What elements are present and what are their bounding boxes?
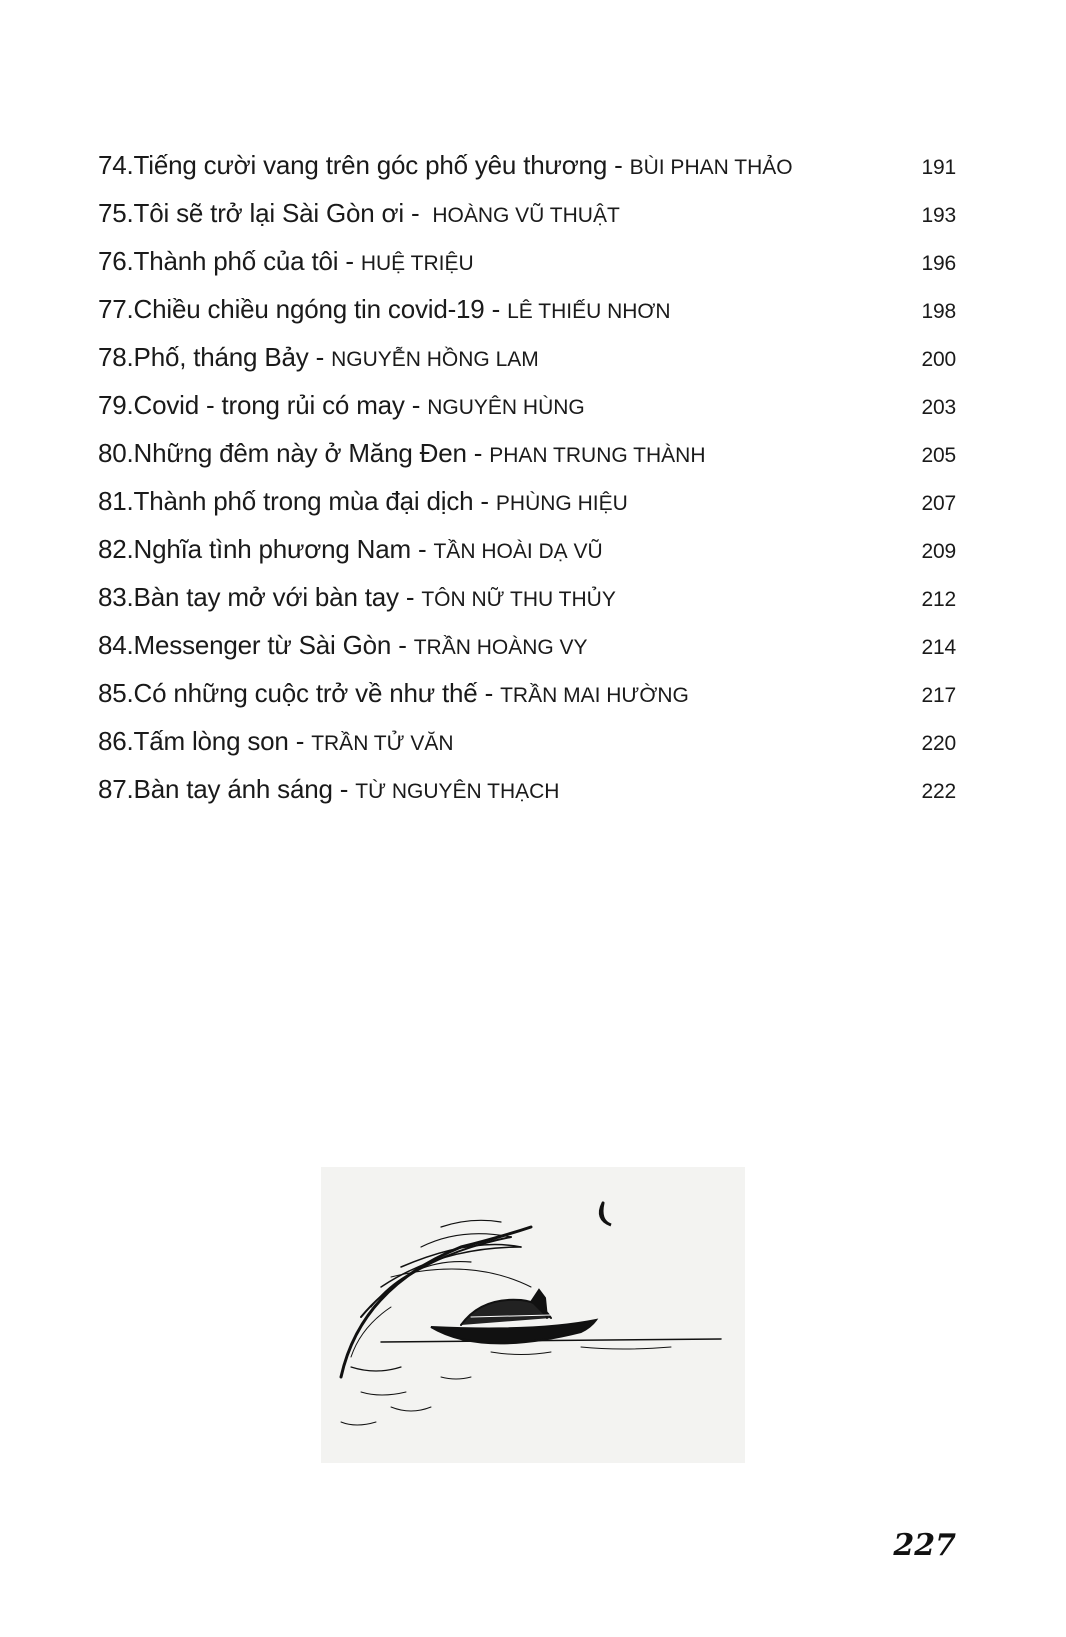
toc-entry-page: 200	[921, 348, 956, 371]
toc-entry-author: TÔN NỮ THU THỦY	[421, 588, 616, 611]
toc-entry-author: BÙI PHAN THẢO	[629, 156, 793, 179]
toc-entry	[98, 774, 958, 822]
toc-entry-title: Nghĩa tình phương Nam	[133, 534, 411, 564]
toc-entry-author: TỪ NGUYÊN THẠCH	[355, 780, 560, 803]
toc-entry-separator: -	[308, 342, 332, 372]
ink-sketch-illustration	[321, 1167, 745, 1463]
toc-entry-author: PHÙNG HIỆU	[495, 492, 628, 515]
toc-entry-separator: -	[332, 774, 356, 804]
toc-entry-number: 75.	[98, 198, 134, 228]
toc-entry-title: Phố, tháng Bảy	[133, 342, 309, 372]
toc-entry-author: TRẦN MAI HƯỜNG	[500, 684, 689, 707]
toc-entry	[98, 726, 958, 774]
toc-entry-page: 203	[921, 396, 956, 419]
toc-entry-number: 76.	[98, 246, 134, 276]
toc-entry-separator: -	[410, 534, 434, 564]
toc-entry	[98, 246, 958, 294]
toc-entry-number: 83.	[98, 582, 134, 612]
toc-entry-separator: -	[484, 294, 508, 324]
toc-entry-author: PHAN TRUNG THÀNH	[489, 444, 706, 467]
toc-entry	[98, 534, 958, 582]
toc-entry-page: 205	[921, 444, 956, 467]
toc-entry	[98, 582, 958, 630]
toc-entry-number: 82.	[98, 534, 134, 564]
toc-entry-number: 84.	[98, 630, 134, 660]
toc-entry-number: 78.	[98, 342, 134, 372]
toc-entry-number: 77.	[98, 294, 134, 324]
toc-entry-author: LÊ THIẾU NHƠN	[507, 300, 671, 323]
toc-entry-separator: -	[391, 630, 414, 660]
toc-entry-title: Những đêm này ở Măng Đen	[133, 438, 467, 468]
ink-sketch-boat-icon	[321, 1167, 745, 1463]
toc-entry-number: 74.	[98, 150, 134, 180]
toc-entry-author: NGUYÊN HÙNG	[427, 396, 585, 419]
toc-entry	[98, 150, 958, 198]
toc-entry-separator: -	[477, 678, 501, 708]
toc-entry-title: Tôi sẽ trở lại Sài Gòn ơi	[133, 198, 404, 228]
toc-entry-number: 86.	[98, 726, 134, 756]
toc-entry-title: Thành phố của tôi	[133, 246, 339, 276]
toc-entry-page: 196	[921, 252, 956, 275]
toc-entry	[98, 678, 958, 726]
toc-entry-page: 217	[921, 684, 956, 707]
toc-entry-page: 222	[921, 780, 956, 803]
toc-entry-separator: -	[338, 246, 361, 276]
toc-entry-separator: -	[404, 390, 428, 420]
toc-entry-separator: -	[403, 198, 427, 228]
toc-entry-author: TRẦN HOÀNG VY	[413, 636, 588, 659]
toc-entry-author: TẦN HOÀI DẠ VŨ	[433, 540, 603, 563]
toc-entry-page: 214	[921, 636, 956, 659]
page-number: 227	[893, 1528, 956, 1563]
toc-entry-author: HOÀNG VŨ THUẬT	[426, 204, 620, 227]
toc-entry-author: HUỆ TRIỆU	[360, 252, 474, 275]
toc-entry-number: 87.	[98, 774, 134, 804]
toc-entry-page: 193	[921, 204, 956, 227]
toc-entry-title: Bàn tay ánh sáng	[133, 774, 333, 804]
toc-entry-number: 81.	[98, 486, 134, 516]
toc-entry-title: Bàn tay mở với bàn tay	[133, 582, 399, 612]
toc-entry	[98, 198, 958, 246]
toc-entry-page: 212	[921, 588, 956, 611]
toc-entry	[98, 294, 958, 342]
toc-entry-title: Tiếng cười vang trên góc phố yêu thương	[133, 150, 608, 180]
toc-entry-title: Tấm lòng son	[133, 726, 289, 756]
toc-entry-title: Messenger từ Sài Gòn	[133, 630, 392, 660]
toc-entry-separator: -	[288, 726, 312, 756]
toc-entry	[98, 390, 958, 438]
toc-entry-separator: -	[398, 582, 422, 612]
toc-entry	[98, 342, 958, 390]
toc-entry	[98, 438, 958, 486]
toc-entry-number: 79.	[98, 390, 134, 420]
toc-entry-page: 209	[921, 540, 956, 563]
toc-entry-number: 85.	[98, 678, 134, 708]
toc-entry-page: 207	[921, 492, 956, 515]
toc-entry-title: Chiều chiều ngóng tin covid-19	[133, 294, 485, 324]
toc-entry-page: 198	[921, 300, 956, 323]
toc-entry-number: 80.	[98, 438, 134, 468]
toc-entry-separator: -	[466, 438, 490, 468]
toc-entry-separator: -	[473, 486, 496, 516]
table-of-contents	[98, 150, 958, 822]
toc-entry	[98, 630, 958, 678]
toc-entry	[98, 486, 958, 534]
toc-entry-separator: -	[607, 150, 630, 180]
toc-entry-title: Thành phố trong mùa đại dịch	[133, 486, 474, 516]
toc-entry-title: Có những cuộc trở về như thế	[133, 678, 478, 708]
toc-entry-title: Covid - trong rủi có may	[133, 390, 405, 420]
toc-entry-page: 220	[921, 732, 956, 755]
toc-entry-author: NGUYỄN HỒNG LAM	[331, 348, 539, 371]
toc-entry-author: TRẦN TỬ VĂN	[311, 732, 454, 755]
toc-entry-page: 191	[921, 156, 956, 179]
